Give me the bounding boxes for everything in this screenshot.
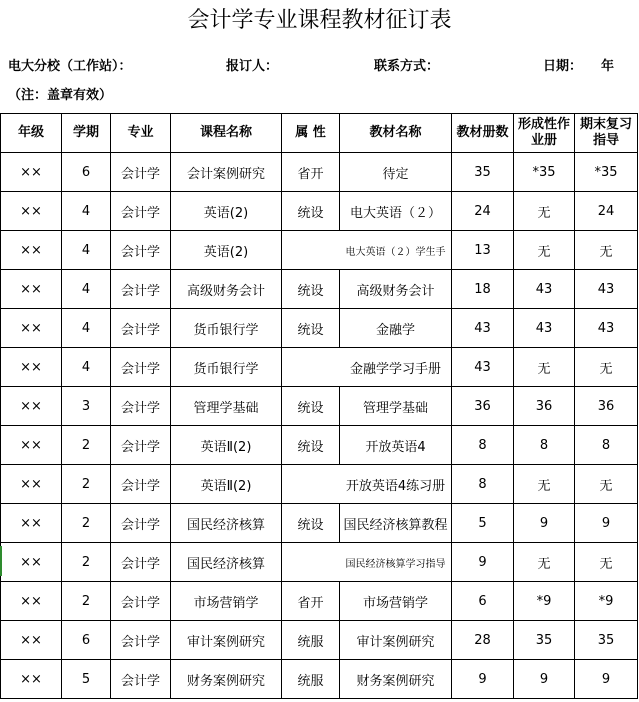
- cell-qty[interactable]: 9: [452, 543, 514, 582]
- cell-homework[interactable]: 9: [514, 504, 575, 543]
- cell-course[interactable]: 国民经济核算: [171, 543, 282, 582]
- table-row: [1, 153, 638, 192]
- cell-attr[interactable]: [282, 465, 340, 504]
- cell-review[interactable]: 9: [575, 504, 638, 543]
- table-row: [1, 621, 638, 660]
- cell-homework[interactable]: 无: [514, 465, 575, 504]
- cell-book[interactable]: 国民经济核算学习指导: [340, 543, 452, 582]
- cell-book[interactable]: 开放英语4练习册: [340, 465, 452, 504]
- cell-homework[interactable]: 无: [514, 348, 575, 387]
- cell-course[interactable]: 英语Ⅱ(2): [171, 465, 282, 504]
- cell-course[interactable]: 审计案例研究: [171, 621, 282, 660]
- cell-term[interactable]: 2: [62, 543, 111, 582]
- cell-grade[interactable]: ××: [1, 348, 62, 387]
- cell-attr[interactable]: [282, 231, 340, 270]
- cell-major[interactable]: 会计学: [111, 231, 171, 270]
- cell-book[interactable]: 待定: [340, 153, 452, 192]
- cell-homework[interactable]: 无: [514, 192, 575, 231]
- cell-book[interactable]: 市场营销学: [340, 582, 452, 621]
- cell-qty[interactable]: 18: [452, 270, 514, 309]
- cell-review[interactable]: 无: [575, 348, 638, 387]
- cell-qty[interactable]: 36: [452, 387, 514, 426]
- cell-grade[interactable]: ××: [1, 504, 62, 543]
- active-row-marker: [0, 546, 2, 576]
- table-row: [1, 543, 638, 582]
- cell-qty[interactable]: 6: [452, 582, 514, 621]
- cell-course[interactable]: 英语(2): [171, 192, 282, 231]
- cell-review[interactable]: 24: [575, 192, 638, 231]
- cell-qty[interactable]: 9: [452, 660, 514, 699]
- header-qty[interactable]: 教材册数: [452, 114, 514, 153]
- cell-term[interactable]: 2: [62, 465, 111, 504]
- cell-homework[interactable]: 9: [514, 660, 575, 699]
- header-course[interactable]: 课程名称: [171, 114, 282, 153]
- cell-homework[interactable]: 无: [514, 543, 575, 582]
- cell-attr[interactable]: 统设: [282, 504, 340, 543]
- cell-course[interactable]: 货币银行学: [171, 348, 282, 387]
- cell-major[interactable]: 会计学: [111, 660, 171, 699]
- cell-major[interactable]: 会计学: [111, 270, 171, 309]
- table-row: [1, 504, 638, 543]
- cell-book[interactable]: 财务案例研究: [340, 660, 452, 699]
- cell-course[interactable]: 英语(2): [171, 231, 282, 270]
- cell-homework[interactable]: 35: [514, 621, 575, 660]
- cell-attr[interactable]: [282, 348, 340, 387]
- header-major[interactable]: 专业: [111, 114, 171, 153]
- table-row: [1, 426, 638, 465]
- cell-grade[interactable]: ××: [1, 543, 62, 582]
- table-row: [1, 192, 638, 231]
- cell-major[interactable]: 会计学: [111, 543, 171, 582]
- cell-major[interactable]: 会计学: [111, 504, 171, 543]
- cell-attr[interactable]: 统设: [282, 309, 340, 348]
- cell-homework[interactable]: 8: [514, 426, 575, 465]
- header-review[interactable]: 期末复习指导: [575, 114, 638, 153]
- contact-label: 联系方式：: [374, 59, 440, 74]
- cell-term[interactable]: 2: [62, 426, 111, 465]
- cell-homework[interactable]: 43: [514, 309, 575, 348]
- cell-major[interactable]: 会计学: [111, 153, 171, 192]
- cell-homework[interactable]: 无: [514, 231, 575, 270]
- cell-book[interactable]: 金融学: [340, 309, 452, 348]
- cell-attr[interactable]: 统服: [282, 660, 340, 699]
- cell-term[interactable]: 4: [62, 192, 111, 231]
- cell-term[interactable]: 6: [62, 621, 111, 660]
- cell-grade[interactable]: ××: [1, 426, 62, 465]
- cell-course[interactable]: 高级财务会计: [171, 270, 282, 309]
- cell-course[interactable]: 财务案例研究: [171, 660, 282, 699]
- cell-review[interactable]: 无: [575, 465, 638, 504]
- cell-grade[interactable]: ××: [1, 465, 62, 504]
- cell-grade[interactable]: ××: [1, 621, 62, 660]
- cell-review[interactable]: 9: [575, 660, 638, 699]
- table-row: [1, 231, 638, 270]
- header-grade[interactable]: 年级: [1, 114, 62, 153]
- cell-grade[interactable]: ××: [1, 153, 62, 192]
- cell-qty[interactable]: 43: [452, 348, 514, 387]
- cell-major[interactable]: 会计学: [111, 192, 171, 231]
- cell-book[interactable]: 金融学学习手册: [340, 348, 452, 387]
- table-row: [1, 309, 638, 348]
- cell-book[interactable]: 审计案例研究: [340, 621, 452, 660]
- cell-review[interactable]: 8: [575, 426, 638, 465]
- cell-major[interactable]: 会计学: [111, 348, 171, 387]
- cell-qty[interactable]: 5: [452, 504, 514, 543]
- header-attr[interactable]: 属 性: [282, 114, 340, 153]
- cell-qty[interactable]: 24: [452, 192, 514, 231]
- cell-book[interactable]: 电大英语（２）: [340, 192, 452, 231]
- cell-major[interactable]: 会计学: [111, 387, 171, 426]
- cell-term[interactable]: 4: [62, 270, 111, 309]
- cell-book[interactable]: 国民经济核算教程: [340, 504, 452, 543]
- cell-attr[interactable]: 统设: [282, 270, 340, 309]
- cell-term[interactable]: 2: [62, 504, 111, 543]
- table-row: [1, 660, 638, 699]
- date-label: 日期：: [543, 59, 583, 74]
- cell-review[interactable]: 43: [575, 309, 638, 348]
- note: （注：盖章有效）: [8, 88, 113, 103]
- cell-review[interactable]: *35: [575, 153, 638, 192]
- order-table: [0, 113, 638, 699]
- cell-grade[interactable]: ××: [1, 231, 62, 270]
- cell-review[interactable]: 无: [575, 231, 638, 270]
- table-header-row: [1, 114, 638, 153]
- cell-grade[interactable]: ××: [1, 387, 62, 426]
- cell-homework[interactable]: *35: [514, 153, 575, 192]
- cell-term[interactable]: 4: [62, 231, 111, 270]
- table-row: [1, 348, 638, 387]
- cell-major[interactable]: 会计学: [111, 309, 171, 348]
- cell-term[interactable]: 4: [62, 348, 111, 387]
- cell-attr[interactable]: 统服: [282, 621, 340, 660]
- cell-course[interactable]: 国民经济核算: [171, 504, 282, 543]
- cell-review[interactable]: 35: [575, 621, 638, 660]
- cell-attr[interactable]: [282, 543, 340, 582]
- cell-course[interactable]: 货币银行学: [171, 309, 282, 348]
- cell-course[interactable]: 市场营销学: [171, 582, 282, 621]
- cell-major[interactable]: 会计学: [111, 582, 171, 621]
- cell-qty[interactable]: 28: [452, 621, 514, 660]
- cell-attr[interactable]: 省开: [282, 582, 340, 621]
- orderer-label: 报订人：: [226, 59, 279, 74]
- cell-term[interactable]: 4: [62, 309, 111, 348]
- header-book[interactable]: 教材名称: [340, 114, 452, 153]
- cell-review[interactable]: 36: [575, 387, 638, 426]
- cell-grade[interactable]: ××: [1, 660, 62, 699]
- cell-term[interactable]: 2: [62, 582, 111, 621]
- cell-grade[interactable]: ××: [1, 270, 62, 309]
- header-homework[interactable]: 形成性作业册: [514, 114, 575, 153]
- info-row: [0, 50, 639, 76]
- cell-grade[interactable]: ××: [1, 309, 62, 348]
- table-row: [1, 270, 638, 309]
- cell-attr[interactable]: 统设: [282, 387, 340, 426]
- header-term[interactable]: 学期: [62, 114, 111, 153]
- cell-qty[interactable]: 8: [452, 465, 514, 504]
- cell-book[interactable]: 高级财务会计: [340, 270, 452, 309]
- cell-review[interactable]: *9: [575, 582, 638, 621]
- cell-term[interactable]: 3: [62, 387, 111, 426]
- cell-course[interactable]: 英语Ⅱ(2): [171, 426, 282, 465]
- cell-book[interactable]: 管理学基础: [340, 387, 452, 426]
- cell-homework[interactable]: *9: [514, 582, 575, 621]
- cell-book[interactable]: 电大英语（２）学生手: [340, 231, 452, 270]
- cell-qty[interactable]: 43: [452, 309, 514, 348]
- cell-book[interactable]: 开放英语4: [340, 426, 452, 465]
- cell-review[interactable]: 43: [575, 270, 638, 309]
- table-row: [1, 387, 638, 426]
- cell-attr[interactable]: 统设: [282, 192, 340, 231]
- cell-attr[interactable]: 统设: [282, 426, 340, 465]
- year-label: 年: [601, 59, 615, 74]
- cell-course[interactable]: 管理学基础: [171, 387, 282, 426]
- cell-homework[interactable]: 36: [514, 387, 575, 426]
- cell-homework[interactable]: 43: [514, 270, 575, 309]
- page-title: 会计学专业课程教材征订表: [187, 8, 452, 33]
- cell-course[interactable]: 会计案例研究: [171, 153, 282, 192]
- cell-grade[interactable]: ××: [1, 192, 62, 231]
- cell-qty[interactable]: 13: [452, 231, 514, 270]
- cell-term[interactable]: 6: [62, 153, 111, 192]
- cell-major[interactable]: 会计学: [111, 621, 171, 660]
- cell-major[interactable]: 会计学: [111, 465, 171, 504]
- branch-label: 电大分校（工作站）：: [8, 59, 132, 74]
- cell-major[interactable]: 会计学: [111, 426, 171, 465]
- table-row: [1, 582, 638, 621]
- table-row: [1, 465, 638, 504]
- cell-term[interactable]: 5: [62, 660, 111, 699]
- cell-qty[interactable]: 8: [452, 426, 514, 465]
- cell-attr[interactable]: 省开: [282, 153, 340, 192]
- cell-qty[interactable]: 35: [452, 153, 514, 192]
- cell-review[interactable]: 无: [575, 543, 638, 582]
- cell-grade[interactable]: ××: [1, 582, 62, 621]
